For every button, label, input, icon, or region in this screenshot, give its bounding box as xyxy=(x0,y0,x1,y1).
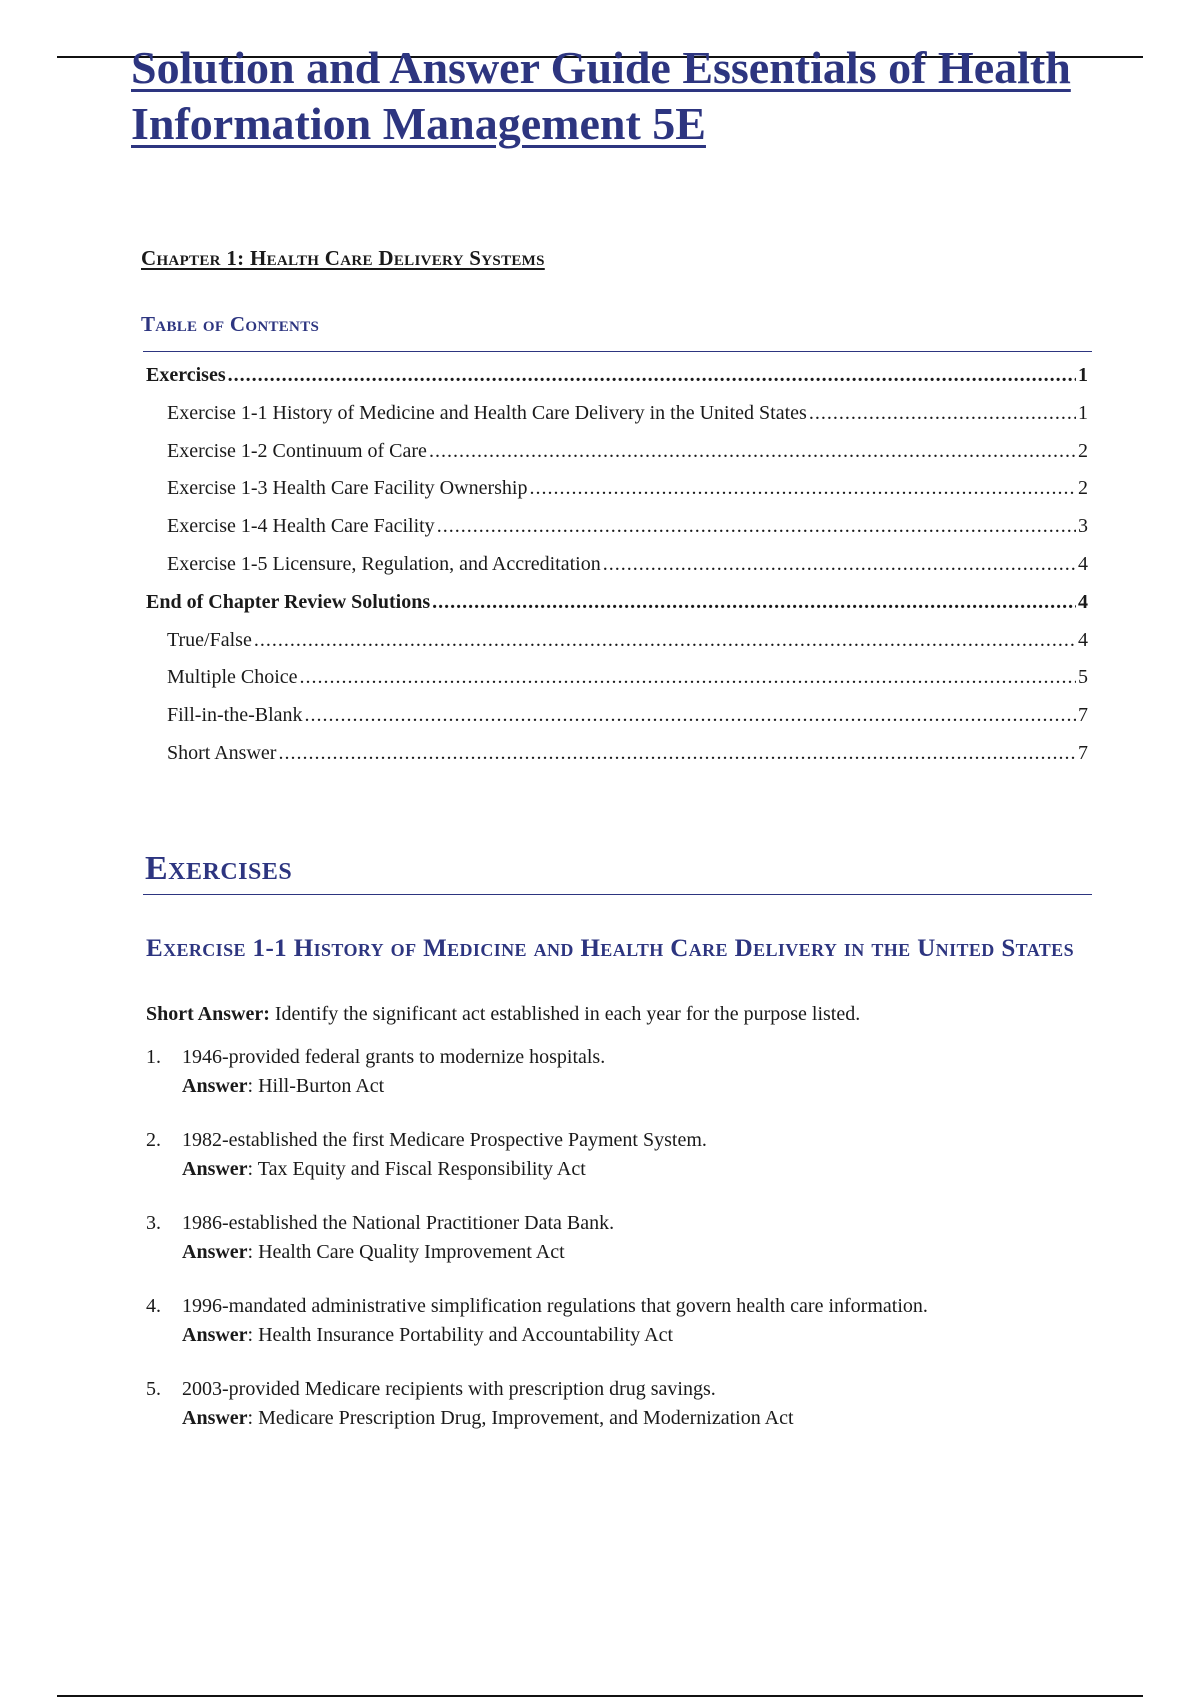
answer-text: : Health Insurance Portability and Accountability Act xyxy=(247,1324,673,1346)
exercise-instruction xyxy=(146,1003,860,1026)
toc-entry-label: True/False xyxy=(167,628,252,651)
toc-entry-label: Exercise 1-5 Licensure, Regulation, and Accreditation xyxy=(167,552,601,575)
answer-label: Answer xyxy=(182,1407,248,1429)
toc-leader xyxy=(278,742,1076,765)
question-prompt: 1982-established the first Medicare Prospective Payment System. xyxy=(182,1129,707,1151)
question-answer xyxy=(182,1404,1106,1433)
toc-leader xyxy=(432,591,1076,614)
toc-entry-exercises[interactable] xyxy=(146,364,1088,402)
toc-leader xyxy=(305,704,1076,727)
toc-page-number: 2 xyxy=(1078,477,1088,500)
question-item xyxy=(146,1043,1106,1126)
toc-entry-label: Exercises xyxy=(146,364,226,386)
toc-page-number: 4 xyxy=(1078,590,1088,613)
question-answer xyxy=(182,1155,1106,1184)
toc-page-number: 1 xyxy=(1078,401,1088,424)
document-title: Solution and Answer Guide Essentials of Health Information Management 5E xyxy=(131,42,1071,149)
toc-entry-label: Exercise 1-3 Health Care Facility Ownership xyxy=(167,477,528,500)
answer-text: : Tax Equity and Fiscal Responsibility Act xyxy=(247,1158,586,1180)
answer-text: : Medicare Prescription Drug, Improvement, and Modernization Act xyxy=(247,1407,794,1429)
answer-label: Answer xyxy=(182,1075,248,1097)
answer-text: : Health Care Quality Improvement Act xyxy=(247,1241,565,1263)
toc-entry-short-answer[interactable] xyxy=(146,742,1088,780)
toc-page-number: 7 xyxy=(1078,704,1088,727)
answer-text: : Hill-Burton Act xyxy=(247,1075,385,1097)
question-number: 4. xyxy=(146,1295,161,1317)
answer-label: Answer xyxy=(182,1158,248,1180)
toc-entry-fill-in-the-blank[interactable] xyxy=(146,704,1088,742)
chapter-title: Chapter 1: Health Care Delivery Systems xyxy=(141,246,545,270)
answer-label: Answer xyxy=(182,1324,248,1346)
toc-leader xyxy=(300,666,1076,689)
question-number: 1. xyxy=(146,1046,161,1068)
question-number: 3. xyxy=(146,1212,161,1234)
question-item xyxy=(146,1209,1106,1292)
toc-leader xyxy=(228,364,1076,387)
instruction-text: Identify the significant act established in each year for the purpose listed. xyxy=(269,1003,861,1025)
question-list xyxy=(146,1043,1106,1458)
toc-entry-multiple-choice[interactable] xyxy=(146,666,1088,704)
toc-leader xyxy=(437,515,1076,538)
table-of-contents xyxy=(146,364,1088,780)
question-answer xyxy=(182,1321,1106,1350)
toc-leader xyxy=(603,553,1076,576)
toc-entry-true-false[interactable] xyxy=(146,629,1088,667)
exercises-heading: Exercises xyxy=(145,850,293,887)
toc-leader xyxy=(809,402,1076,425)
question-answer xyxy=(182,1072,1106,1101)
question-prompt: 1986-established the National Practitioner Data Bank. xyxy=(182,1212,615,1234)
exercise-1-1-heading: Exercise 1-1 History of Medicine and Health Care Delivery in the United States xyxy=(146,935,1074,962)
question-number: 2. xyxy=(146,1129,161,1151)
toc-page-number: 1 xyxy=(1078,364,1088,386)
instruction-label: Short Answer: xyxy=(146,1003,270,1025)
toc-entry-exercise-1-2[interactable] xyxy=(146,440,1088,478)
toc-entry-end-of-chapter[interactable] xyxy=(146,591,1088,629)
toc-page-number: 3 xyxy=(1078,515,1088,538)
bottom-rule xyxy=(57,1695,1143,1697)
toc-leader xyxy=(254,629,1076,652)
question-item xyxy=(146,1126,1106,1209)
question-answer xyxy=(182,1238,1106,1267)
toc-page-number: 5 xyxy=(1078,666,1088,689)
toc-entry-exercise-1-1[interactable] xyxy=(146,402,1088,440)
toc-page-number: 7 xyxy=(1078,741,1088,764)
toc-entry-exercise-1-3[interactable] xyxy=(146,477,1088,515)
toc-entry-label: Multiple Choice xyxy=(167,666,298,689)
toc-entry-label: Exercise 1-2 Continuum of Care xyxy=(167,439,427,462)
section-divider xyxy=(143,894,1092,895)
toc-leader xyxy=(529,477,1076,500)
question-item xyxy=(146,1292,1106,1375)
toc-heading: Table of Contents xyxy=(141,312,320,336)
question-number: 5. xyxy=(146,1378,161,1400)
toc-leader xyxy=(429,440,1076,463)
toc-page-number: 4 xyxy=(1078,552,1088,575)
question-prompt: 2003-provided Medicare recipients with prescription drug savings. xyxy=(182,1378,716,1400)
toc-entry-label: Exercise 1-1 History of Medicine and Health Care Delivery in the United States xyxy=(167,401,807,424)
question-prompt: 1946-provided federal grants to modernize hospitals. xyxy=(182,1046,606,1068)
toc-entry-label: Fill-in-the-Blank xyxy=(167,704,303,727)
toc-entry-label: Short Answer xyxy=(167,741,277,764)
question-item xyxy=(146,1375,1106,1458)
toc-entry-label: End of Chapter Review Solutions xyxy=(146,590,431,613)
question-prompt: 1996-mandated administrative simplification regulations that govern health care information. xyxy=(182,1295,928,1317)
answer-label: Answer xyxy=(182,1241,248,1263)
toc-entry-exercise-1-5[interactable] xyxy=(146,553,1088,591)
toc-divider xyxy=(143,351,1092,352)
toc-entry-label: Exercise 1-4 Health Care Facility xyxy=(167,515,435,538)
toc-page-number: 4 xyxy=(1078,628,1088,651)
toc-page-number: 2 xyxy=(1078,439,1088,462)
toc-entry-exercise-1-4[interactable] xyxy=(146,515,1088,553)
